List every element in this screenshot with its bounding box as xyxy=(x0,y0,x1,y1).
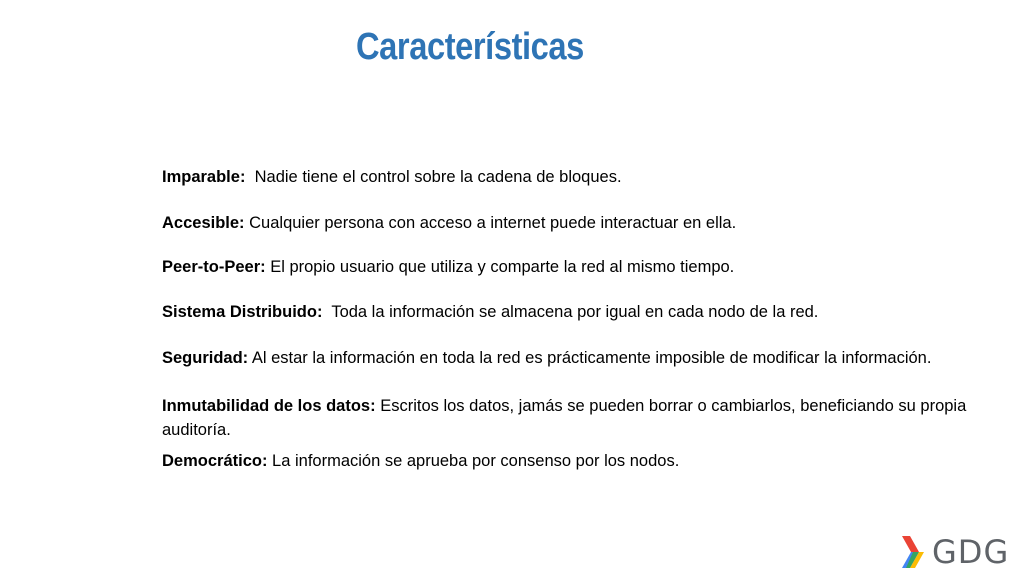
feature-item-distributed xyxy=(162,300,992,324)
feature-term: Peer-to-Peer: xyxy=(162,258,266,276)
feature-term: Sistema Distribuido: xyxy=(162,303,323,321)
slide-title: Características xyxy=(356,26,584,68)
feature-description: Al estar la información en toda la red es prácticamente imposible de modificar la información. xyxy=(248,349,932,367)
feature-item-security xyxy=(162,346,992,370)
feature-item-peer-to-peer xyxy=(162,255,992,279)
feature-term: Seguridad: xyxy=(162,349,249,367)
feature-item-democratic xyxy=(162,449,992,473)
feature-description: El propio usuario que utiliza y comparte la red al mismo tiempo. xyxy=(265,258,735,276)
feature-description: Cualquier persona con acceso a internet puede interactuar en ella. xyxy=(244,214,737,232)
feature-term: Imparable: xyxy=(162,168,246,186)
feature-item-accessible xyxy=(162,211,992,235)
feature-term: Democrático: xyxy=(162,452,268,470)
feature-term: Inmutabilidad de los datos: xyxy=(162,397,376,415)
feature-item-immutability xyxy=(162,394,992,442)
feature-term: Accesible: xyxy=(162,214,245,232)
gdg-logo-text: GDG xyxy=(932,533,1010,571)
gdg-chevron-icon xyxy=(900,534,930,570)
gdg-logo xyxy=(900,532,1020,572)
feature-description: Nadie tiene el control sobre la cadena de bloques. xyxy=(245,168,622,186)
feature-description: Toda la información se almacena por igual en cada nodo de la red. xyxy=(322,303,819,321)
feature-item-unstoppable xyxy=(162,165,992,189)
feature-description: Escritos los datos, jamás se pueden borrar o cambiarlos, beneficiando su propia auditoría. xyxy=(162,397,971,439)
feature-description: La información se aprueba por consenso por los nodos. xyxy=(267,452,680,470)
